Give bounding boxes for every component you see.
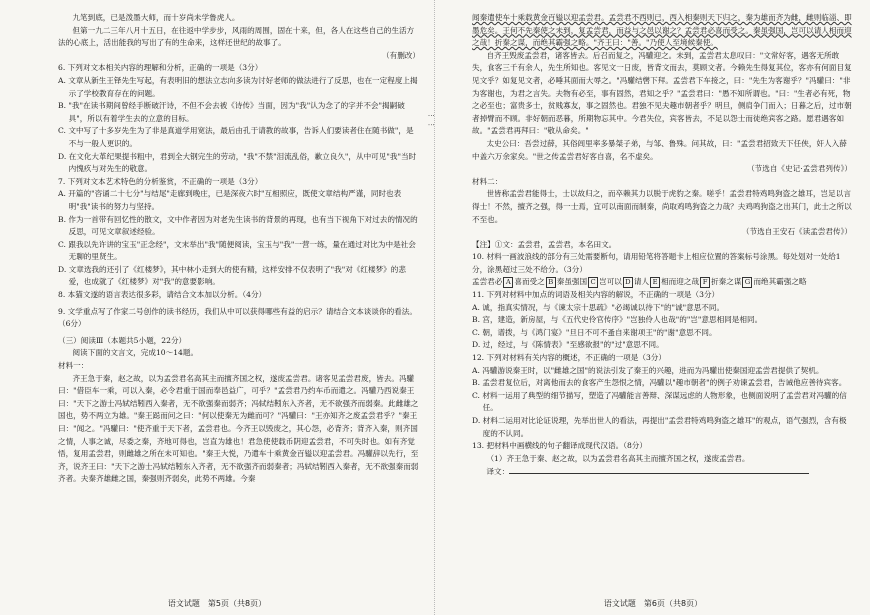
q6-option-b: B. "我"在读书期间曾经手断破汗诗，不但不会去被《诗传》当面，因为"我"认为念了的字并不会"揭嗣破具"，所以有着学生去的立意的目标。 xyxy=(58,101,405,123)
q10-part: 折秦之谋 xyxy=(711,277,742,287)
q7-option-c: C. 跟我以先许讲的宝玉"正念经"，文末举出"我"随便阅读，宝玉与"我"一营一练，量在通过对比为中是社会无聊的里贤生。 xyxy=(58,239,416,262)
q10-box-e[interactable]: E xyxy=(650,277,660,288)
article-paragraph: 但第一九二三年八月十五日，在往返中学步步，风雨的周围，固在十来，但，各人在这些自己的生活方法的心底上，活出能我的写出了有的生命来，这样还世纪的故事了。 xyxy=(58,25,415,48)
q10-segmentation-line xyxy=(472,276,852,289)
question-6-stem: 6. 下列对文本相关内容的理解和分析，正确的一项是（3分） xyxy=(58,63,263,73)
q10-box-b[interactable]: B xyxy=(546,277,556,288)
q11-option-c: C. 朝，谱拨，与《鸿门宴》"旦日不可不蚤自来谢项王"的"谢"意思不同。 xyxy=(472,327,717,337)
q13-answer-line xyxy=(472,465,852,479)
answer-label: 译文： xyxy=(486,467,510,477)
material-2-label: 材料二： xyxy=(472,176,503,186)
q11-option-b: B. 宫，建造，新房屋，与《五代史伶官传序》"岂独伶人也哉"的"岂"意思相同是相同。 xyxy=(472,315,763,325)
question-9: 9. 文学重点写了作家二号创作的读书经历，我们从中可以获得哪些有益的启示？请结合文本谈谈你的看法。（6分） xyxy=(58,306,417,329)
q10-part: 而绝其霸强之略 xyxy=(753,277,807,287)
question-8: 8. 本猫文遂的语言表达很多彩，请结合文本加以分析。（4分） xyxy=(58,290,267,300)
binding-dots: ⋮ ⋮ xyxy=(427,112,435,129)
annotation-note: 【注】①文：孟尝君，孟尝君，本名田文。 xyxy=(472,239,617,249)
q10-part: 岂可以 xyxy=(599,277,622,287)
section-3-intro: 阅读下面的文言文，完成10～14题。 xyxy=(72,348,199,358)
q6-option-c: C. 文中写了十多岁先生为了非是真道学用宽法，最后由孔于请教的故事，告诉人们要读者住在随书做"，是不与一般人更识的。 xyxy=(58,126,414,148)
q11-option-a: A. 诚，指真实情况，与《谏太宗十思疏》"必竭诚以待下"的"诚"意思不同。 xyxy=(472,302,725,312)
q10-box-g[interactable]: G xyxy=(742,277,752,288)
source-1: （节选自《史记·孟尝君列传》） xyxy=(747,164,852,174)
q12-option-b: B. 孟尝君复位后，对离他而去的食客产生怨恨之情，冯驩以"趣市朝者"的例子劝谏孟尝君，告诫他应善待宾客。 xyxy=(472,378,847,388)
q11-option-d: D. 过，经过，与《陈情表》"至感欲报"的"过"意思不同。 xyxy=(472,340,664,350)
question-7-stem: 7. 下列对文本艺术特色的分析鉴赏，不正确的一项是（3分） xyxy=(58,176,263,186)
source-2: （节选自王安石《读孟尝君传》） xyxy=(741,227,852,237)
q7-option-d: D. 文章选我的还引了《红楼梦》，其中林小走到大的使有精，这样安排不仅表明了"我"对《红楼梦》的悲爱，也成就了《红楼梦》对"我"的意要影响。 xyxy=(58,264,406,287)
q12-option-a: A. 冯驩游说秦王时，以"雌雄之国"的说法引发了秦王的兴趣，进而为冯驩出使秦国迎孟尝君提供了契机。 xyxy=(472,365,824,375)
source-note: （有删改） xyxy=(382,50,420,60)
q10-box-d[interactable]: D xyxy=(623,277,633,288)
material-1-paragraph-3: 太史公曰：吾尝过薛，其俗闾里率多暴桀子弟，与邹、鲁殊。问其故，曰："孟尝君招致天下任侠，奸人入薛中盖六万余家矣。"世之传孟尝君好客自喜，名不虚矣。 xyxy=(472,138,847,161)
section-3-heading: （三）阅读Ⅲ（本题共5小题，22分） xyxy=(58,335,187,345)
q10-part: 相而迎之哉 xyxy=(661,277,700,287)
q12-option-c: C. 材料一运用了典型的细节描写，塑造了冯驩能言善辩、深谋远虑的人物形象，也侧面说明了孟尝君对冯驩的信任。 xyxy=(472,390,847,413)
page-footer: 语文试题 第6页（共8页） xyxy=(603,599,703,608)
material-1-text: 齐王急于秦，赵之故，以为孟尝君名高其主而擅齐国之权，遂废孟尝君。诸客见孟尝君废，皆去。冯驩曰："借臣车一乘，可以入秦，必令君重于国而奉邑益广，可乎？"孟尝君乃约车币而遣之。冯驩乃西说秦王曰："天下之游士冯轼结靷西入秦者，无不欲强秦而弱齐；冯轼结靷东入齐者，无不欲强齐而弱秦。此雌雄之国也，势不两立为雄。"秦王跽而问之曰："何以使秦无为雌而可？"冯驩曰："王亦知齐之废孟尝君乎？"秦王曰："闻之。"冯驩曰："使齐重于天下者，孟尝君也。今齐王以毁废之，其心怨，必背齐；背齐入秦，则齐国之情，人事之诚，尽委之秦，齐地可得也，岂直为雄也！君急使使载币阴迎孟尝君，不可失时也。如有齐觉悟，复用孟尝君，则雌雄之所在未可知也。"秦王大悦，乃遣车十乘黄金百镒以迎孟尝君。冯驩辞以先行，至齐，说齐王曰："天下之游士冯轼结靷东入齐者，无不欲强齐而弱秦者；冯轼结靷西入秦者，无不欲强秦而弱齐者。夫秦齐雄雌之国，秦强则齐弱矣，此势不两雄。今秦 xyxy=(58,373,419,484)
answer-blank[interactable] xyxy=(509,465,809,474)
question-11-stem: 11. 下列对材料中加点的词语及相关内容的解说，不正确的一项是（3分） xyxy=(472,290,720,300)
material-2-text: 世皆称孟尝君能得士，士以故归之，而卒赖其力以脱于虎豹之秦。嗟乎！孟尝君特鸡鸣狗盗之雄耳，岂足以言得士！不然，擅齐之强，得一士焉，宜可以南面而制秦，尚取鸡鸣狗盗之力哉？夫鸡鸣狗盗之出其门，此士之所以不至也。 xyxy=(472,189,852,224)
material-1-paragraph-2: 自齐王毁废孟尝君，诸客皆去。后召而复之，冯驩迎之。未到，孟尝君太息叹曰："文常好客，遇客无所敢失，食客三千有余人，先生所知也。客见文一日废，皆背文而去，莫顾文者。今赖先生得复其位，客亦有何面目复见文乎？如复见文者，必唾其面而大辱之。"冯驩结辔下拜。孟尝君下车接之，曰："先生为客谢乎？"冯驩曰："非为客谢也，为君之言失。夫物有必至，事有固然，君知之乎？"孟尝君曰："愚不知所谓也。"曰："生者必有死，物之必至也；富贵多士，贫贱寡友，事之固然也。君独不见夫趣市朝者乎？明旦，侧肩争门而入；日暮之后，过市朝者掉臂而不顾。非好朝而恶暮，所期物忘其中。今君失位，宾客皆去，不足以怨士而徒绝宾客之路。愿君遇客如故。"孟尝君再拜曰："敬从命矣。" xyxy=(472,50,852,136)
q10-box-f[interactable]: F xyxy=(700,277,710,288)
q10-box-a[interactable]: A xyxy=(503,277,513,288)
material-1-label: 材料一： xyxy=(58,361,89,371)
q10-box-c[interactable]: C xyxy=(588,277,598,288)
article-paragraph: 九笔到底，已是泼墨大师，而十岁尚未学鲁虎人。 xyxy=(72,13,240,22)
q7-option-b: B. 作为一首带有回忆性的散文，文中作者因为对老先生读书的背景的再现，也有当下视角下对过去的情况的反思，可见文章叙述经验。 xyxy=(58,214,418,237)
q7-option-a: A. 开篇的"咨诵二十七分"与结尾"走廊到晚庄，已是深夜六时"互相照应，既使文章结构严谨，同时也表明"我"读书的努力与坚持。 xyxy=(58,189,402,211)
page-footer: 语文试题 第5页（共8页） xyxy=(167,599,267,608)
q6-option-a: A. 文章从新生王铎先生写起，有表明旧的想法立志向多读为讨好老师的做法进行了反思，也在一定程度上揭示了学校教育存在的问题。 xyxy=(58,75,418,98)
question-13-stem: 13. 把材料中画横线的句子翻译成现代汉语。（8分） xyxy=(472,441,647,451)
question-10-stem: 10. 材料一画波浪线的部分有三处需要断句，请用铅笔将答题卡上相应位置的答案标号涂黑。每处划对一处给1分，涂黑超过三处不给分。（3分） xyxy=(472,252,841,274)
q10-part: 喜而受之 xyxy=(514,277,545,287)
page-6 xyxy=(436,0,870,615)
material-1-continued: 闻秦遣使车十乘载黄金百镒以迎孟尝君。孟尝君不西则已，西入相秦则天下归之，秦为雄而齐为雌，雌则临淄、即墨危矣。王何不先秦使之未到，复孟尝君，而益与之邑以谢之？孟尝君必喜而受之。秦虽强国，岂可以请人相而迎之哉！折秦之谋，而绝其霸强之略。"齐王曰："善。"乃使人至境候秦使。 xyxy=(472,13,852,48)
q10-part: 秦虽强国 xyxy=(556,277,588,287)
question-12-stem: 12. 下列对材料有关内容的概述，不正确的一项是（3分） xyxy=(472,353,666,363)
q10-part: 孟尝君必 xyxy=(472,277,503,287)
page-5 xyxy=(0,0,434,615)
q10-part: 请人 xyxy=(633,277,650,287)
q6-option-d: D. 在文化大革纪果提书粗中，君到全大钢完生的劳动，"我"不禁"泪流乱俗，歉立良久"，从中可见"我"当时内愧疚与对先生的敬意。 xyxy=(58,151,417,174)
q13-sub-1: （1）齐王急于秦、赵之故，以为孟尝君名高其主而擅齐国之权，遂废孟尝君。 xyxy=(486,453,750,463)
q12-option-d: D. 材料二运用对比论证说理，先举出世人的看法，再提出"孟尝君特鸡鸣狗盗之雄耳"的观点，语气强烈，含有极度的不认同。 xyxy=(472,416,847,438)
